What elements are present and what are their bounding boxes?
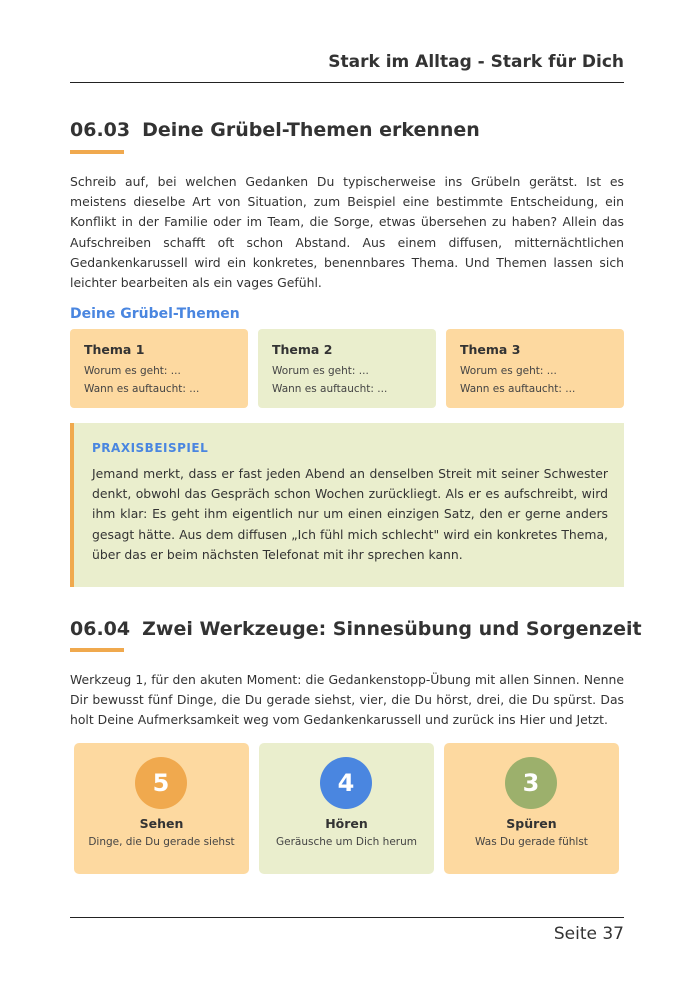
tool-name: Sehen (139, 816, 184, 831)
count-circle: 4 (320, 757, 372, 809)
tool-card-hoeren (259, 743, 434, 874)
tool-card-sehen (74, 743, 249, 874)
theme-occurrence: Wann es auftaucht: ... (460, 383, 576, 395)
theme-topic: Worum es geht: ... (272, 365, 369, 377)
section-number: 06.03 (70, 119, 131, 141)
themes-subheading: Deine Grübel-Themen (70, 306, 240, 322)
theme-topic: Worum es geht: ... (460, 365, 557, 377)
theme-title: Thema 1 (84, 342, 145, 357)
header-rule (70, 82, 624, 83)
theme-cards (70, 329, 624, 408)
theme-occurrence: Wann es auftaucht: ... (272, 383, 388, 395)
section-title-0604 (70, 618, 642, 640)
page-number: Seite 37 (553, 924, 624, 944)
section-underline (70, 150, 124, 154)
tool-name: Spüren (506, 816, 557, 831)
section-title-0603 (70, 119, 480, 141)
intro-paragraph: Schreib auf, bei welchen Gedanken Du typischerweise ins Grübeln gerätst. Ist es meistens dieselbe Art von Situation, zum Beispiel eine bestimmte Entscheidung, ein Konflikt in der Familie oder im Team, die Sorge, etwas übersehen zu haben? Allein das Aufschreiben schafft oft schon Abstand. Aus einem diffusen, mitternächtlichen Gedankenkarussell wird ein konkretes, benennbares Thema. Und Themen lassen sich leichter bearbeiten als ein vages Gefühl. (70, 174, 624, 291)
theme-topic: Worum es geht: ... (84, 365, 181, 377)
practice-example-text: Jemand merkt, dass er fast jeden Abend an denselben Streit mit seiner Schwester denkt, obwohl das Gespräch schon Wochen zurückliegt. Als er es aufschreibt, wird ihm klar: Es geht ihm eigentlich nur um einen einzigen Satz, den er gerne anders gesagt hätte. Aus dem diffusen „Ich fühl mich schlecht" wird ein konkretes Thema, über das er beim nächsten Telefonat mit ihr sprechen kann. (92, 466, 608, 562)
theme-occurrence: Wann es auftaucht: ... (84, 383, 200, 395)
tool-description: Dinge, die Du gerade siehst (88, 836, 235, 848)
section-underline (70, 648, 124, 652)
tool-description: Geräusche um Dich herum (275, 836, 417, 848)
count-circle: 5 (135, 757, 187, 809)
theme-title: Thema 3 (460, 342, 521, 357)
section-heading: Zwei Werkzeuge: Sinnesübung und Sorgenzeit (142, 618, 642, 640)
practice-example-label: PRAXISBEISPIEL (92, 441, 209, 455)
theme-card (446, 329, 624, 408)
running-header: Stark im Alltag - Stark für Dich (328, 52, 624, 72)
theme-card (258, 329, 436, 408)
tool-card-spueren (444, 743, 619, 874)
theme-card (70, 329, 248, 408)
count-circle: 3 (505, 757, 557, 809)
practice-example-box (70, 423, 624, 587)
tools-paragraph: Werkzeug 1, für den akuten Moment: die Gedankenstopp-Übung mit allen Sinnen. Nenne Dir bewusst fünf Dinge, die Du gerade siehst, vier, die Du hörst, drei, die Du spürst. Das holt Deine Aufmerksamkeit weg vom Gedankenkarussell und zurück ins Hier und Jetzt. (70, 672, 624, 728)
footer-rule (70, 917, 624, 918)
senses-tool-cards (74, 743, 620, 874)
section-number: 06.04 (70, 618, 131, 640)
tool-name: Hören (325, 816, 368, 831)
tool-description: Was Du gerade fühlst (475, 836, 588, 848)
theme-title: Thema 2 (272, 342, 333, 357)
section-heading: Deine Grübel-Themen erkennen (142, 119, 480, 141)
